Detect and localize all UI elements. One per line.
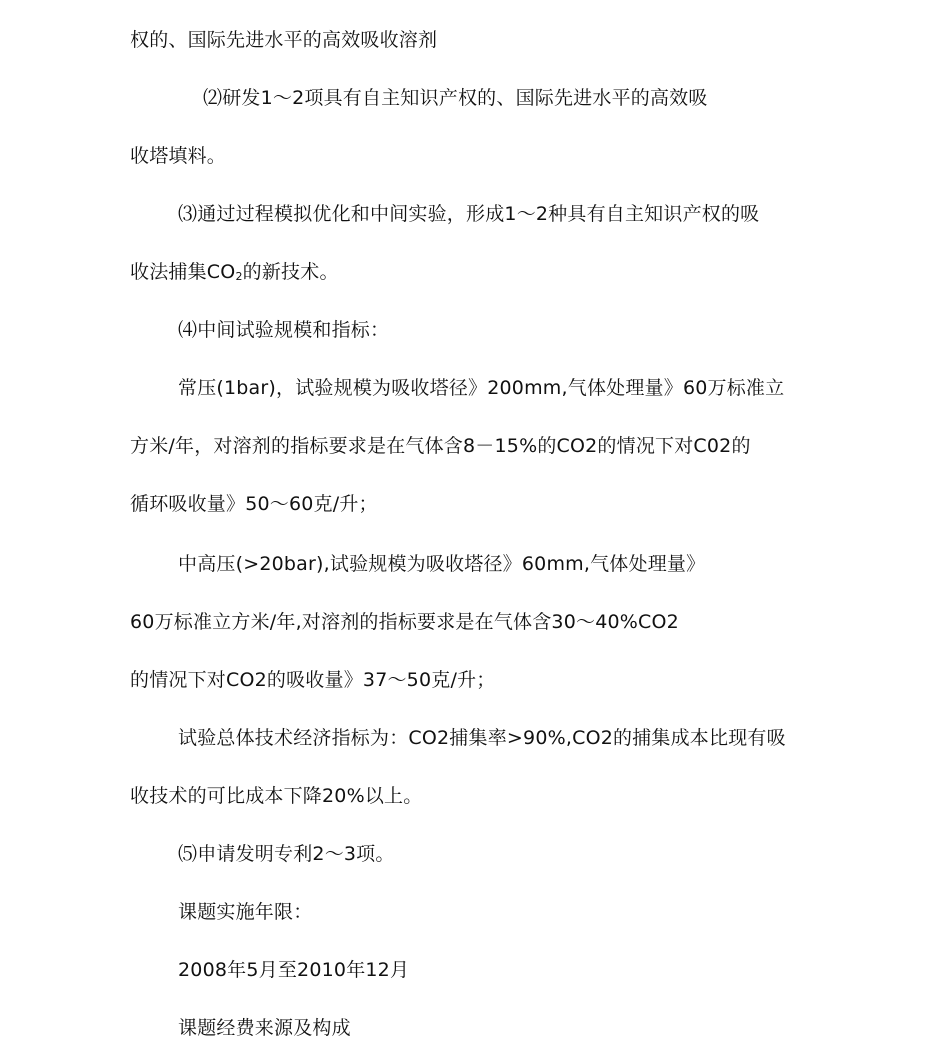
subscript-2: 2 [235, 270, 243, 283]
text-line-3: 收塔填料。 [130, 145, 227, 167]
text-line-18: 课题经费来源及构成 [178, 1017, 351, 1039]
text-line-14: 收技术的可比成本下降20%以上。 [130, 785, 423, 807]
text-line-15: ⑸申请发明专利2〜3项。 [178, 843, 395, 865]
text-line-5 [130, 260, 339, 284]
text-line-12: 的情况下对CO2的吸收量》37〜50克/升； [130, 669, 496, 691]
text-line-9: 循环吸收量》50〜60克/升； [130, 493, 378, 515]
text-line-10: 中高压(>20bar),试验规模为吸收塔径》60mm,气体处理量》 [178, 553, 706, 575]
text-line-17: 2008年5月至2010年12月 [178, 959, 410, 981]
text-line-6: ⑷中间试验规模和指标： [178, 319, 390, 341]
text-line-13: 试验总体技术经济指标为：CO2捕集率>90%,CO2的捕集成本比现有吸 [178, 727, 786, 749]
text-line-16: 课题实施年限： [178, 901, 313, 923]
text-line-1: 权的、国际先进水平的高效吸收溶剂 [130, 29, 438, 51]
text-segment-co2: 收法捕集CO [130, 261, 236, 283]
text-line-11: 60万标准立方米/年,对溶剂的指标要求是在气体含30〜40%CO2 [130, 611, 679, 633]
text-line-8: 方米/年，对溶剂的指标要求是在气体含8－15%的CO2的情况下对C02的 [130, 435, 751, 457]
text-line-4: ⑶通过过程模拟优化和中间实验，形成1〜2种具有自主知识产权的吸 [178, 203, 760, 225]
text-line-2: ⑵研发1〜2项具有自主知识产权的、国际先进水平的高效吸 [203, 87, 708, 109]
text-line-7: 常压(1bar)，试验规模为吸收塔径》200mm,气体处理量》60万标准立 [178, 377, 785, 399]
text-segment-tail: 的新技术。 [242, 261, 339, 283]
